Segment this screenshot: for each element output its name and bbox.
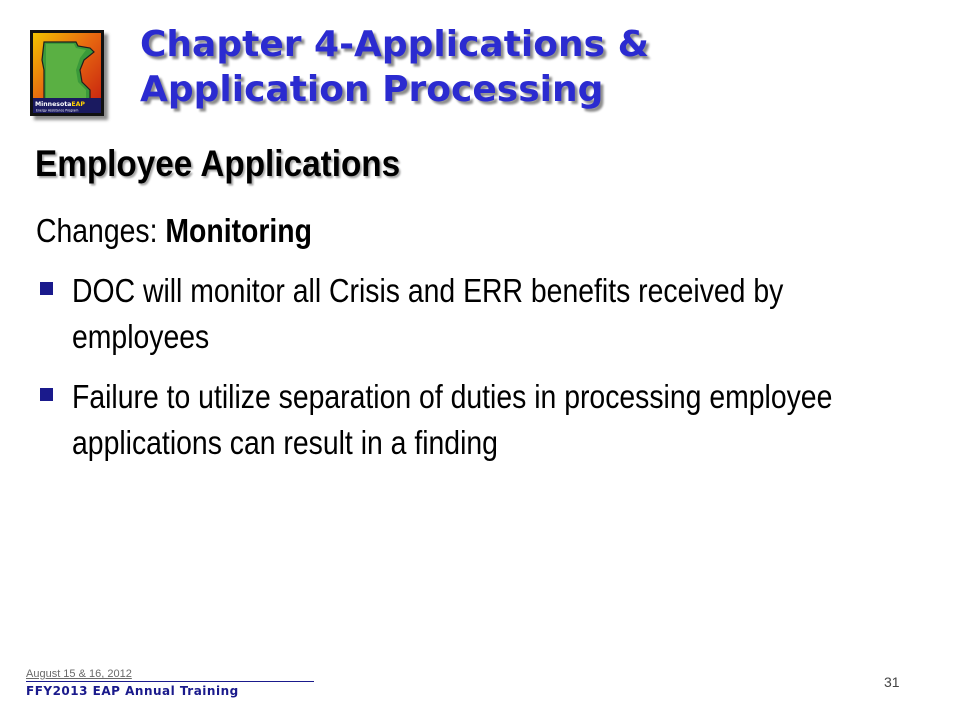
bullet-item bbox=[36, 268, 916, 360]
footer-divider bbox=[26, 681, 314, 682]
changes-line bbox=[36, 208, 312, 254]
svg-text:Energy Assistance Program: Energy Assistance Program bbox=[36, 108, 79, 113]
minnesota-eap-logo-icon bbox=[30, 30, 104, 116]
bullet-text: DOC will monitor all Crisis and ERR benefits received by employees bbox=[72, 272, 784, 355]
footer-event-name: FFY2013 EAP Annual Training bbox=[26, 684, 239, 698]
minnesota-eap-logo bbox=[30, 30, 104, 116]
bullet-list bbox=[36, 268, 916, 480]
bullet-item bbox=[36, 374, 916, 466]
section-heading: Employee Applications bbox=[35, 143, 401, 184]
page-title bbox=[140, 22, 900, 112]
bullet-text: Failure to utilize separation of duties in processing employee applications can result in a finding bbox=[72, 378, 833, 461]
square-bullet-icon bbox=[40, 388, 53, 401]
changes-label: Changes: bbox=[36, 212, 166, 249]
square-bullet-icon bbox=[40, 282, 53, 295]
changes-value: Monitoring bbox=[165, 212, 312, 249]
svg-text:MinnesotaEAP: MinnesotaEAP bbox=[35, 101, 85, 108]
page-number: 31 bbox=[884, 674, 900, 690]
title-line-2: Application Processing bbox=[140, 69, 604, 110]
title-line-1: Chapter 4-Applications & bbox=[140, 24, 649, 65]
footer-date: August 15 & 16, 2012 bbox=[26, 668, 132, 680]
